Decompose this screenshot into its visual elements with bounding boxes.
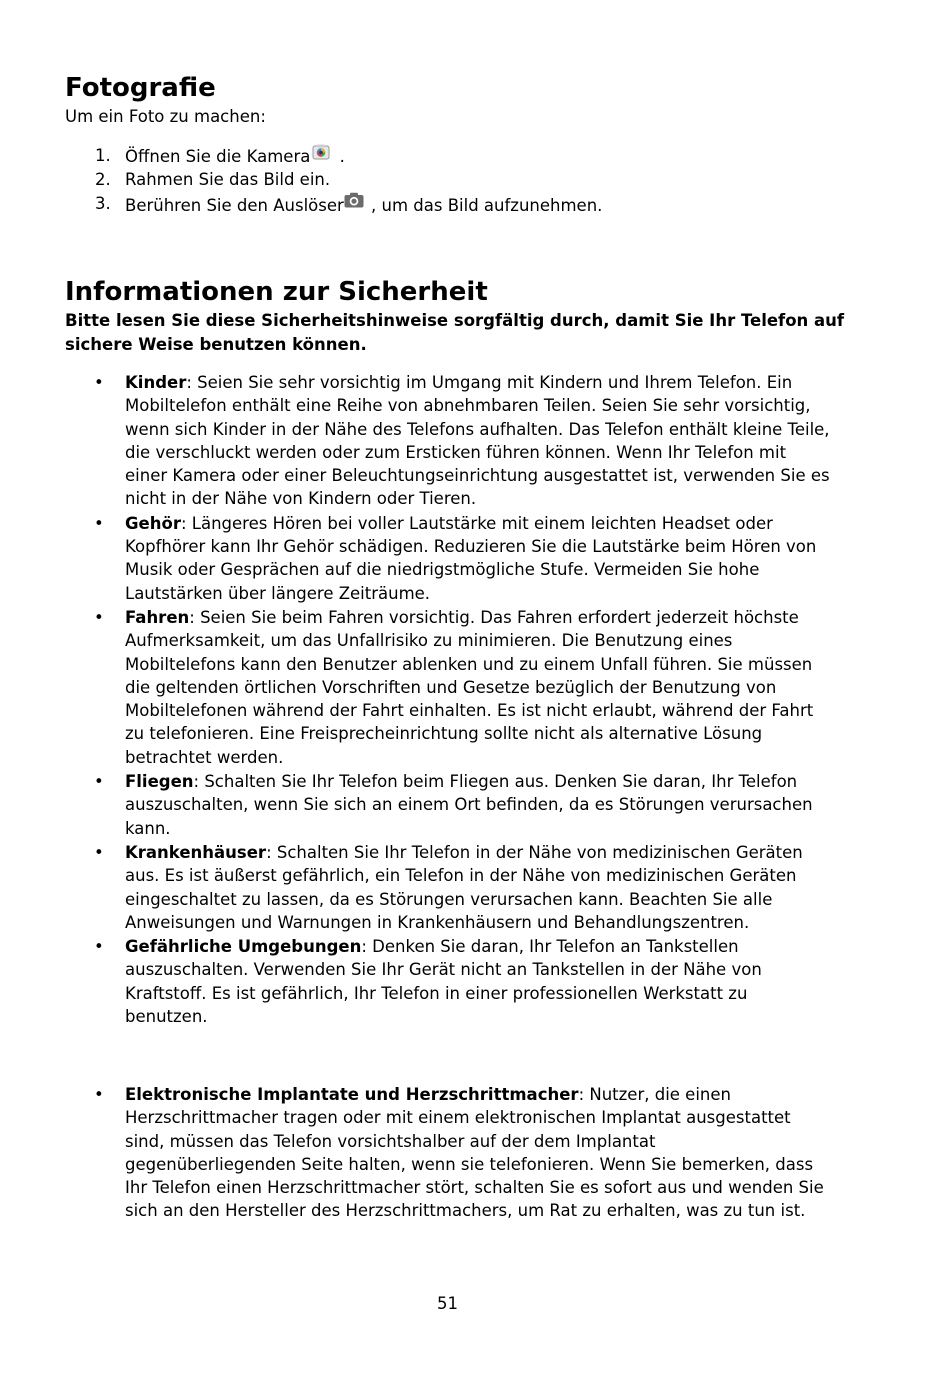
camera-app-icon xyxy=(312,144,330,160)
bullet-glyph: • xyxy=(94,607,104,627)
item-text: : Längeres Hören bei voller Lautstärke mit einem leichten Headset oder Kopfhörer kann Ihr Gehör schädigen. Reduzieren Sie die Lautstärke beim Hören von Musik oder Gesprächen auf die niedrigstmögliche Stufe. Vermeiden Sie hohe Lautstärken über längere Zeiträume. xyxy=(125,513,817,603)
step-text-before: Öffnen Sie die Kamera xyxy=(125,147,311,166)
item-text: : Nutzer, die einen Herzschrittmacher tragen oder mit einem elektronischen Implantat ausgestattet sind, müssen das Telefon vorsichtshalber auf der dem Implantat gegenüberliegenden Seite halten, wenn sie telefonieren. Wenn Sie bemerken, dass Ihr Telefon einen Herzschrittmacher stört, schalten Sie es sofort aus und wenden Sie sich an den Hersteller des Herzschrittmachers, um Rat zu erhalten, was zu tun ist. xyxy=(125,1085,824,1221)
step-number: 1. xyxy=(95,146,111,165)
section-title-sicherheit: Informationen zur Sicherheit xyxy=(65,277,488,307)
list-item xyxy=(0,606,830,769)
step-text xyxy=(125,144,345,169)
list-item xyxy=(0,770,830,840)
item-term: Fahren xyxy=(125,607,190,627)
bullet-glyph: • xyxy=(94,772,104,792)
step-number: 2. xyxy=(95,170,111,189)
list-item xyxy=(0,935,830,1028)
bullet-glyph: • xyxy=(94,513,104,533)
item-term: Fliegen xyxy=(125,772,194,792)
list-item xyxy=(0,512,830,605)
item-text: : Schalten Sie Ihr Telefon in der Nähe von medizinischen Geräten aus. Es ist äußerst gefährlich, ein Telefon in der Nähe von medizinischen Geräten eingeschaltet zu lassen, da es Störungen verursachen kann. Beachten Sie alle Anweisungen und Warnungen in Krankenhäusern und Behandlungszentren. xyxy=(125,842,803,932)
photo-intro: Um ein Foto zu machen: xyxy=(65,107,266,126)
bullet-glyph: • xyxy=(94,1085,104,1104)
item-text: : Schalten Sie Ihr Telefon beim Fliegen aus. Denken Sie daran, Ihr Telefon auszuschalten, wenn Sie sich an einem Ort befinden, da es Störungen verursachen kann. xyxy=(125,772,813,838)
page-number: 51 xyxy=(437,1294,458,1313)
item-term: Krankenhäuser xyxy=(125,842,267,862)
item-text: : Seien Sie beim Fahren vorsichtig. Das Fahren erfordert jederzeit höchste Aufmerksamkeit, um das Unfallrisiko zu minimieren. Die Benutzung eines Mobiltelefons kann den Benutzer ablenken und zu einem Unfall führen. Sie müssen die geltenden örtlichen Vorschriften und Gesetze bezüglich der Benutzung von Mobiltelefonen während der Fahrt einhalten. Es ist nicht erlaubt, während der Fahrt zu telefonieren. Eine Freisprecheinrichtung sollte nicht als alternative Lösung betrachtet werden. xyxy=(125,607,814,767)
bullet-glyph: • xyxy=(94,937,104,957)
item-term: Gehör xyxy=(125,513,181,533)
step-text xyxy=(125,192,602,218)
shutter-icon xyxy=(344,192,364,208)
item-term: Elektronische Implantate und Herzschrittmacher xyxy=(125,1085,579,1104)
step-text-after: , um das Bild aufzunehmen. xyxy=(365,196,603,215)
bullet-glyph: • xyxy=(94,373,104,392)
item-term: Kinder xyxy=(125,373,187,392)
section-title-fotografie: Fotografie xyxy=(65,73,216,103)
step-text: Rahmen Sie das Bild ein. xyxy=(125,170,331,189)
bullet-glyph: • xyxy=(94,842,104,862)
item-text: : Seien Sie sehr vorsichtig im Umgang mit Kindern und Ihrem Telefon. Ein Mobiltelefon enthält eine Reihe von abnehmbaren Teilen. Seien Sie sehr vorsichtig, wenn sich Kinder in der Nähe des Telefons aufhalten. Das Telefon enthält kleine Teile, die verschluckt werden oder zum Ersticken führen können. Wenn Ihr Telefon mit einer Kamera oder einer Beleuchtungseinrichtung ausgestattet ist, verwenden Sie es nicht in der Nähe von Kindern oder Tieren. xyxy=(125,373,830,509)
list-item xyxy=(0,841,830,934)
step-text-before: Berühren Sie den Auslöser xyxy=(125,196,344,215)
safety-list xyxy=(0,371,830,1028)
list-item xyxy=(0,371,830,511)
step-number: 3. xyxy=(95,194,111,213)
list-item xyxy=(0,1083,830,1223)
step-text-after: . xyxy=(334,147,345,166)
item-term: Gefährliche Umgebungen xyxy=(125,937,362,957)
safety-list-continued xyxy=(0,1083,830,1223)
item-text: : Denken Sie daran, Ihr Telefon an Tankstellen auszuschalten. Verwenden Sie Ihr Gerät nicht an Tankstellen in der Nähe von Kraftstoff. Es ist gefährlich, Ihr Telefon in einer professionellen Werkstatt zu benutzen. xyxy=(125,937,762,1027)
safety-lead-paragraph: Bitte lesen Sie diese Sicherheitshinweise sorgfältig durch, damit Sie Ihr Telefon auf sichere Weise benutzen können. xyxy=(65,311,845,354)
